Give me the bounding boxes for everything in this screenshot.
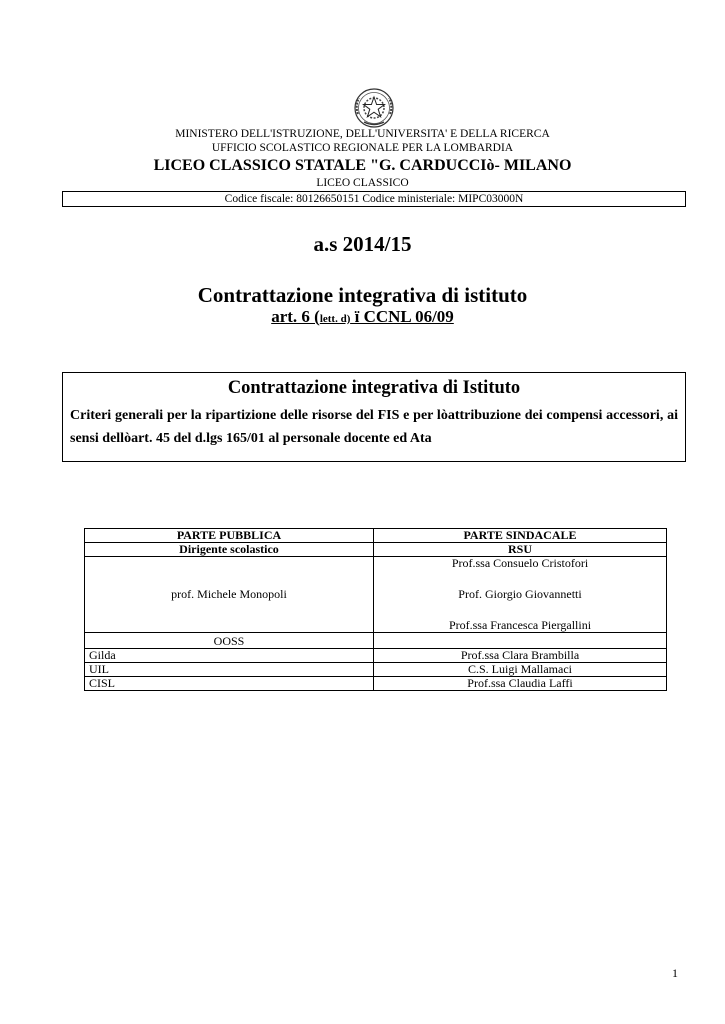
article-prefix: art. 6 ( <box>271 307 320 326</box>
school-codes: Codice fiscale: 80126650151 Codice ministeriale: MIPC03000N <box>62 191 686 207</box>
union-representative: Prof.ssa Claudia Laffi <box>374 677 667 691</box>
table-row <box>85 633 667 649</box>
page-number: 1 <box>672 966 678 980</box>
criteria-text: Criteri generali per la ripartizione delle risorse del FIS e per lòattribuzione dei compensi accessori, ai sensi dellòart. 45 del d.lgs 165/01 al personale docente ed Ata <box>70 408 678 446</box>
table-row <box>85 529 667 543</box>
article-letter: lett. d) <box>319 313 351 325</box>
union-party-header: PARTE SINDACALE <box>374 529 667 543</box>
public-member: prof. Michele Monopoli <box>85 557 374 633</box>
rsu-member: Prof.ssa Francesca Piergallini <box>448 618 592 632</box>
table-row <box>85 557 667 633</box>
union-name: Gilda <box>85 649 374 663</box>
table-row <box>85 649 667 663</box>
union-name: CISL <box>85 677 374 691</box>
union-name: UIL <box>85 663 374 677</box>
union-role: RSU <box>374 543 667 557</box>
school-name: LICEO CLASSICO STATALE "G. CARDUCCIò- MILANO <box>153 157 572 174</box>
article-suffix: ï CCNL 06/09 <box>350 307 454 326</box>
union-representative: Prof.ssa Clara Brambilla <box>374 649 667 663</box>
parties-table <box>84 528 667 691</box>
criteria-title: Contrattazione integrativa di Istituto <box>227 378 521 398</box>
public-role: Dirigente scolastico <box>85 543 374 557</box>
table-row <box>85 677 667 691</box>
union-representative: C.S. Luigi Mallamaci <box>374 663 667 677</box>
ooss-label: OOSS <box>85 633 374 649</box>
article-reference <box>0 307 725 327</box>
ministry-name: MINISTERO DELL'ISTRUZIONE, DELL'UNIVERSITA' E DELLA RICERCA <box>175 128 550 140</box>
rsu-member: Prof. Giorgio Giovannetti <box>458 587 582 601</box>
rsu-members <box>374 557 667 633</box>
criteria-box <box>62 372 686 462</box>
ooss-empty-cell <box>374 633 667 649</box>
italian-republic-emblem-icon <box>352 86 396 130</box>
rsu-member: Prof.ssa Consuelo Cristofori <box>451 556 589 570</box>
public-party-header: PARTE PUBBLICA <box>85 529 374 543</box>
regional-office: UFFICIO SCOLASTICO REGIONALE PER LA LOMBARDIA <box>211 142 514 154</box>
table-row <box>85 543 667 557</box>
school-year: a.s 2014/15 <box>313 232 412 256</box>
table-row <box>85 663 667 677</box>
document-title: Contrattazione integrativa di istituto <box>197 283 528 307</box>
school-type: LICEO CLASSICO <box>316 177 409 189</box>
